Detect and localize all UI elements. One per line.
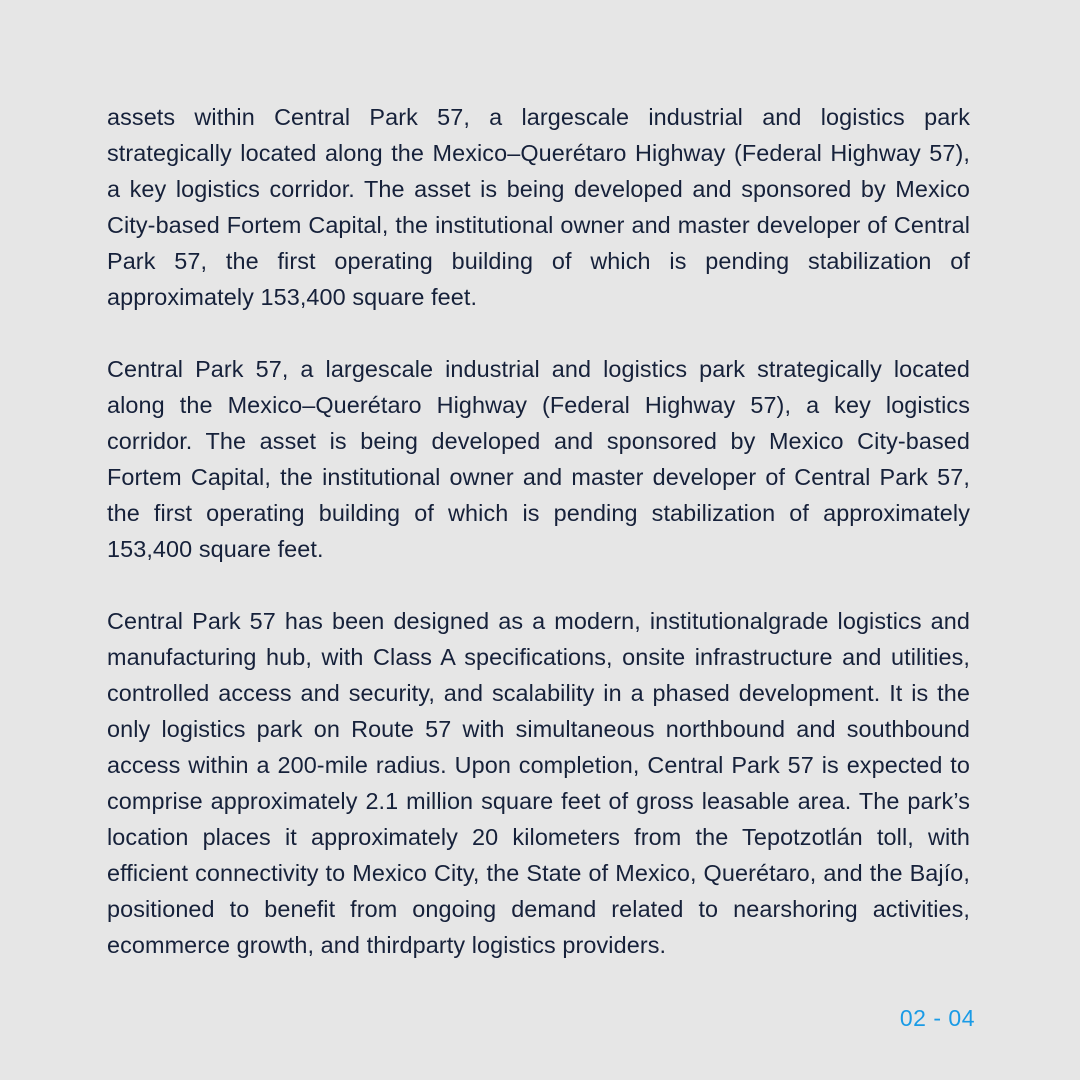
page-number: 02 - 04 [899,1005,975,1031]
paragraph-3: Central Park 57 has been designed as a modern, institutionalgrade logistics and manufacturing hub, with Class A specifications, onsite infrastructure and utilities, controlled access and security, and scalability in a phased development. It is the only logistics park on Route 57 with simultaneous northbound and southbound access within a 200-mile radius. Upon completion, Central Park 57 is expected to comprise approximately 2.1 million square feet of gross leasable area. The park’s location places it approximately 20 kilometers from the Tepotzotlán toll, with efficient connectivity to Mexico City, the State of Mexico, Querétaro, and the Bajío, positioned to benefit from ongoing demand related to nearshoring activities, ecommerce growth, and thirdparty logistics providers. [107,608,970,958]
paragraph-2: Central Park 57, a largescale industrial and logistics park strategically located along the Mexico–Querétaro Highway (Federal Highway 57), a key logistics corridor. The asset is being developed and sponsored by Mexico City-based Fortem Capital, the institutional owner and master developer of Central Park 57, the first operating building of which is pending stabilization of approximately 153,400 square feet. [107,356,970,562]
paragraph-1: assets within Central Park 57, a largescale industrial and logistics park strategically located along the Mexico–Querétaro Highway (Federal Highway 57), a key logistics corridor. The asset is being developed and sponsored by Mexico City-based Fortem Capital, the institutional owner and master developer of Central Park 57, the first operating building of which is pending stabilization of approximately 153,400 square feet. [107,104,970,310]
document-body [107,99,970,963]
